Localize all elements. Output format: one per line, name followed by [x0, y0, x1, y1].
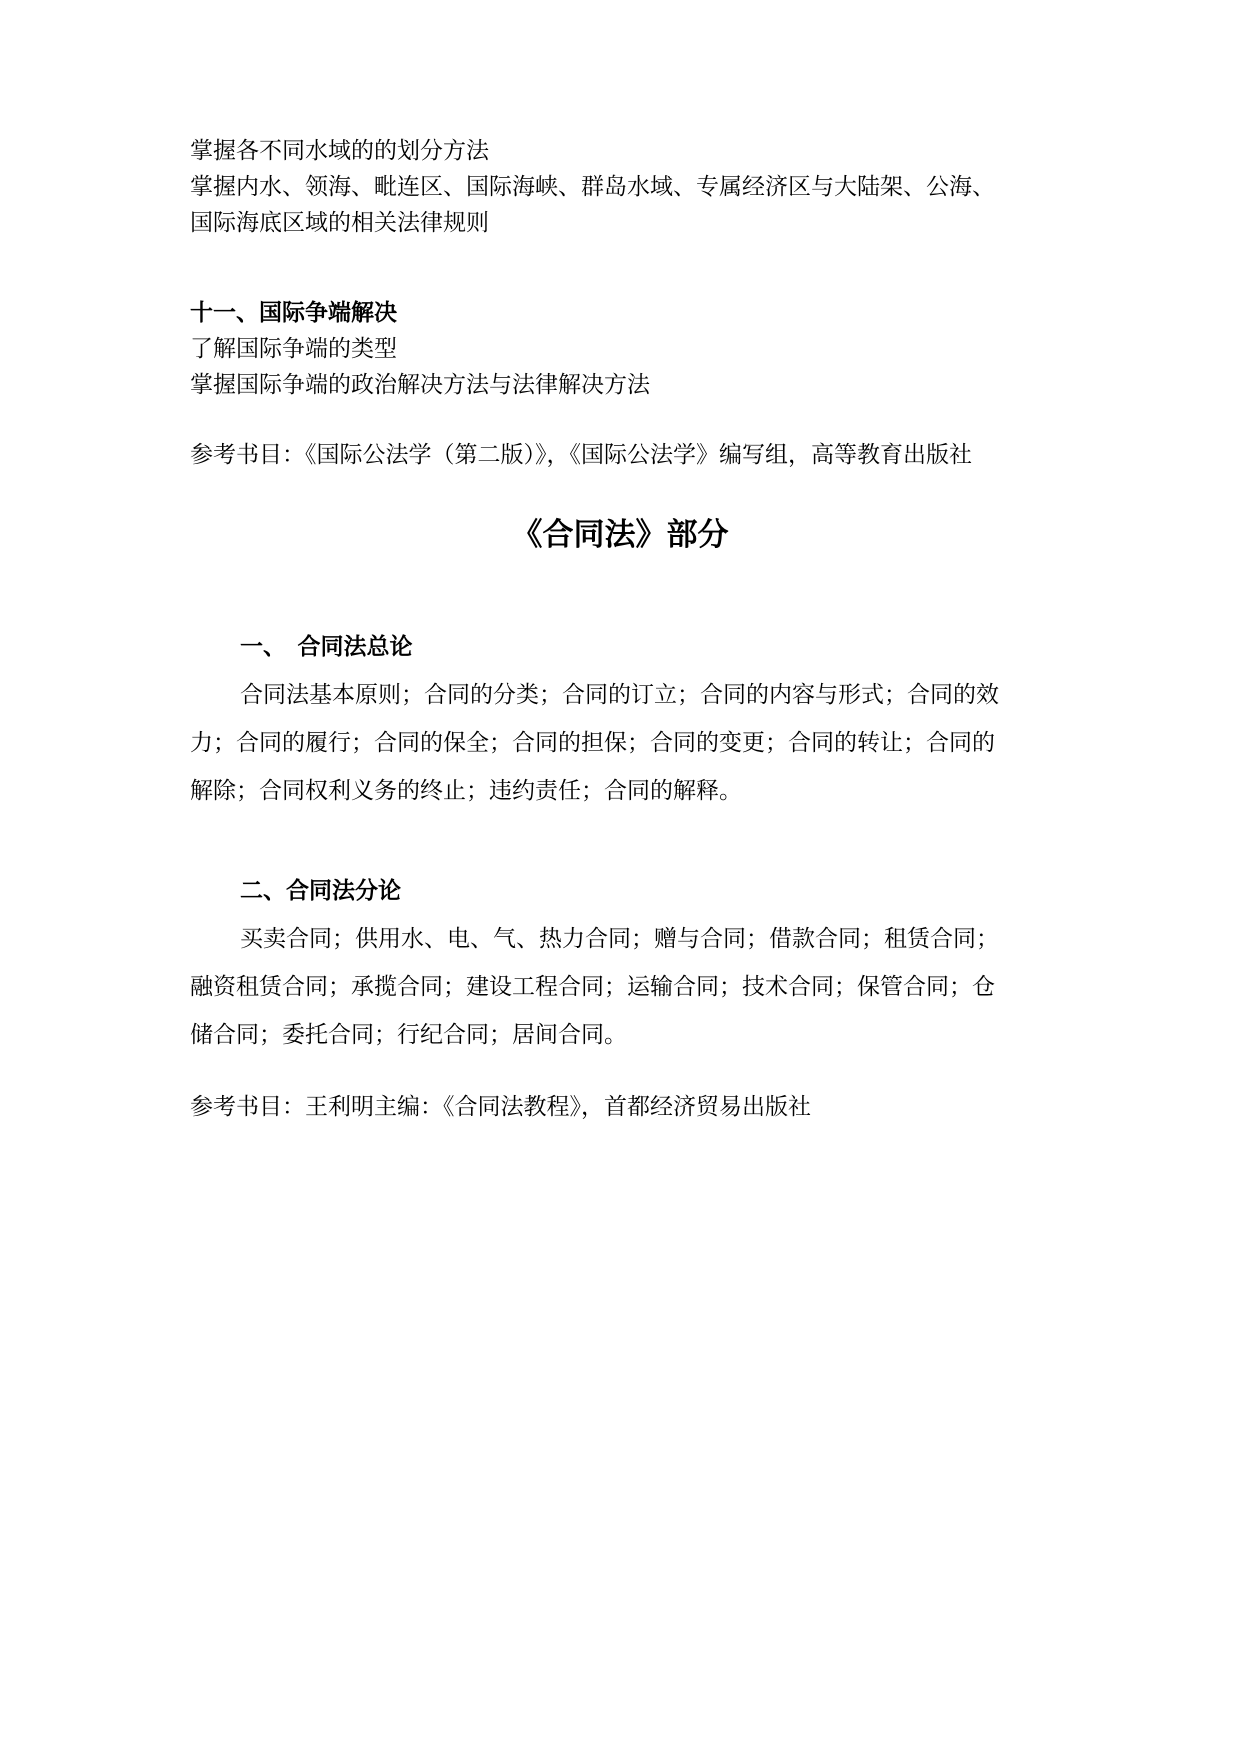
section-heading: 二、合同法分论: [240, 878, 401, 904]
text-line: 力；合同的履行；合同的保全；合同的担保；合同的变更；合同的转让；合同的: [190, 730, 995, 756]
text-line: 掌握国际争端的政治解决方法与法律解决方法: [190, 372, 650, 398]
part-title: 《合同法》部分: [511, 517, 729, 553]
text-line: 储合同；委托合同；行纪合同；居间合同。: [190, 1022, 627, 1048]
text-line: 融资租赁合同；承揽合同；建设工程合同；运输合同；技术合同；保管合同；仓: [190, 974, 995, 1000]
section-heading: 一、 合同法总论: [240, 634, 413, 660]
text-line: 了解国际争端的类型: [190, 336, 397, 362]
text-line: 合同法基本原则；合同的分类；合同的订立；合同的内容与形式；合同的效: [240, 682, 999, 708]
text-line: 掌握各不同水域的的划分方法: [190, 138, 489, 164]
text-line: 国际海底区域的相关法律规则: [190, 210, 489, 236]
text-line: 解除；合同权利义务的终止；违约责任；合同的解释。: [190, 778, 742, 804]
text-line: 买卖合同；供用水、电、气、热力合同；赠与合同；借款合同；租赁合同；: [240, 926, 999, 952]
section-heading: 十一、国际争端解决: [190, 300, 397, 326]
reference-line: 参考书目：《国际公法学（第二版）》，《国际公法学》编写组，高等教育出版社: [190, 442, 972, 468]
reference-line: 参考书目：王利明主编：《合同法教程》，首都经济贸易出版社: [190, 1094, 811, 1120]
text-line: 掌握内水、领海、毗连区、国际海峡、群岛水域、专属经济区与大陆架、公海、: [190, 174, 995, 200]
